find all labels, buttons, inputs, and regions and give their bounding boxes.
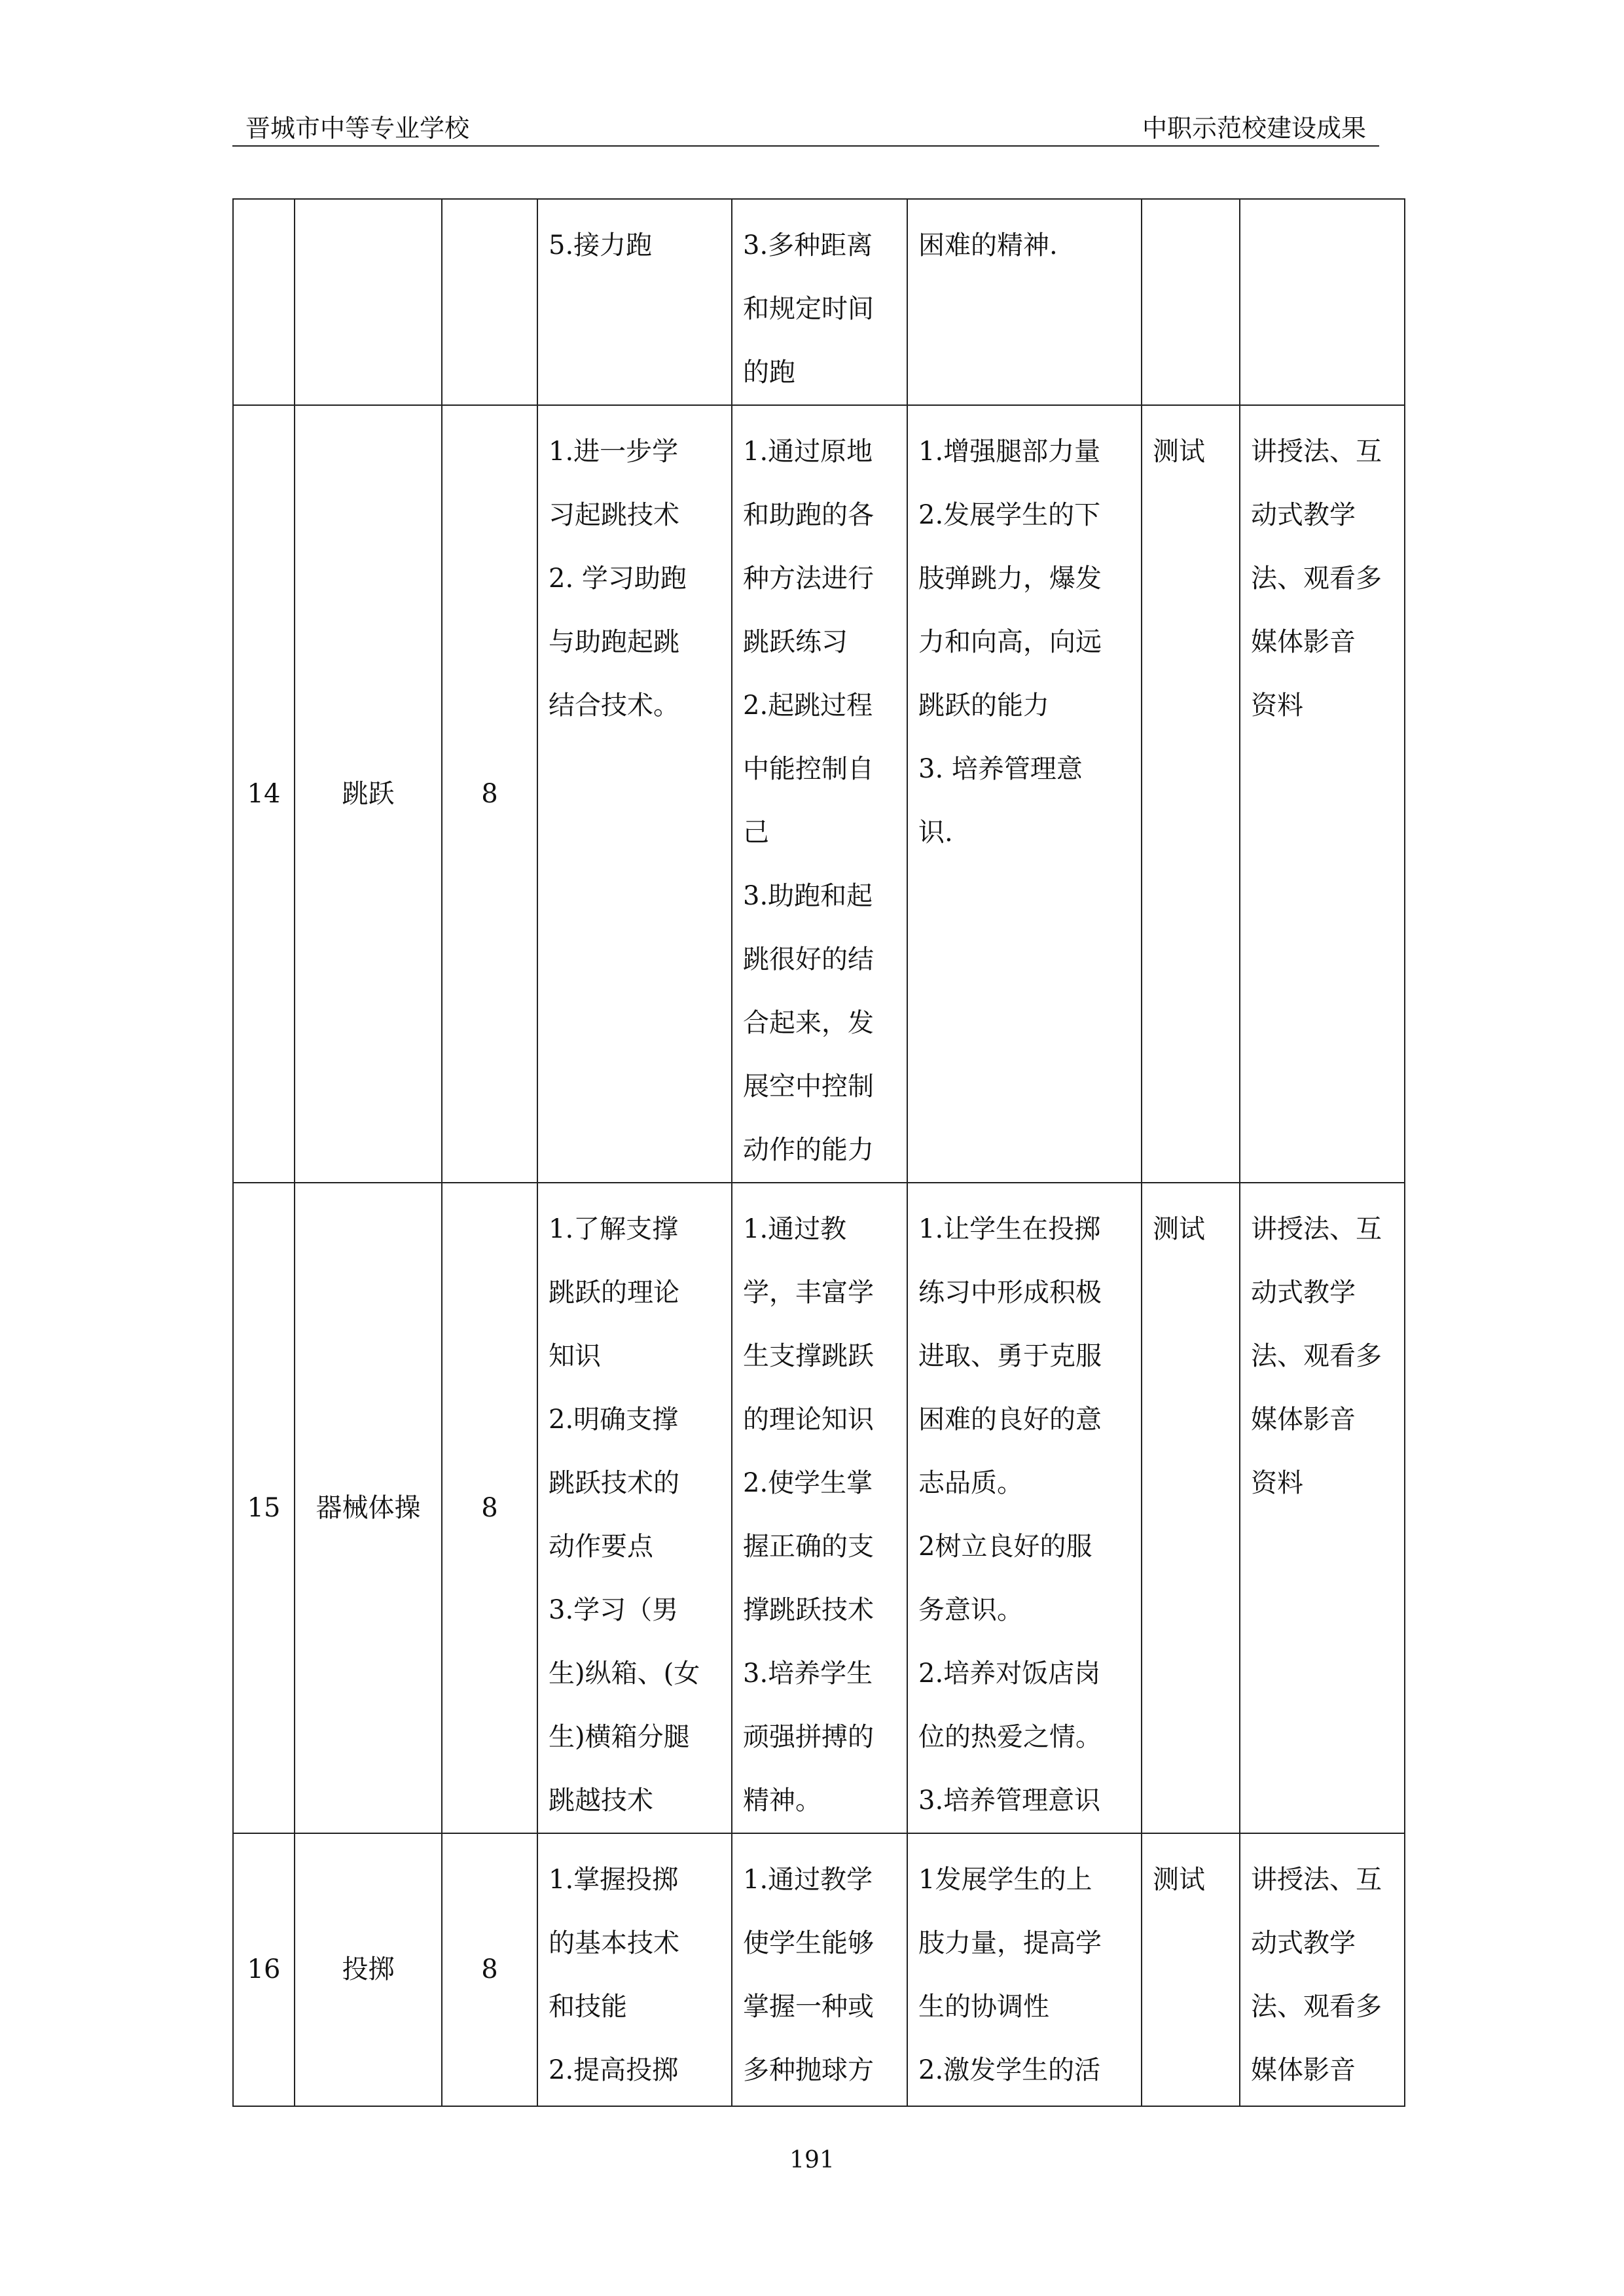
method-cell [1240,1183,1405,1833]
requirements-cell [732,405,907,1183]
cell-line: 3.学习（男 [549,1595,679,1625]
hours-cell: 8 [442,1833,537,2106]
cell-line: 讲授法、互 [1251,1214,1382,1244]
cell-line: 撑跳跃技术 [743,1595,874,1625]
method-cell [1240,1833,1405,2106]
cell-line: 2.激发学生的活 [918,2055,1101,2085]
goals-cell [907,199,1142,405]
row-number-cell: 14 [233,405,295,1183]
course-table [232,198,1405,2107]
row-number-cell: 16 [233,1833,295,2106]
cell-line: 的基本技术 [549,1928,679,1958]
assessment-cell [1142,1183,1240,1833]
requirements-cell [732,1183,907,1833]
cell-line: 动式教学 [1251,1278,1356,1308]
cell-line: 1.掌握投掷 [549,1865,679,1895]
table-row [233,1833,1405,2106]
cell-line: 与助跑起跳 [549,627,679,657]
cell-line: 使学生能够 [743,1928,874,1958]
cell-line: 媒体影音 [1251,2055,1356,2085]
cell-line: 种方法进行 [743,564,874,594]
cell-line: 知识 [549,1341,601,1371]
cell-line: 1发展学生的上 [918,1865,1092,1895]
cell-line: 力和向高，向远 [918,627,1102,657]
cell-line: 务意识。 [918,1595,1023,1625]
content-cell [537,199,732,405]
cell-line: 媒体影音 [1251,1405,1356,1435]
assessment-cell [1142,1833,1240,2106]
cell-line: 困难的良好的意 [918,1405,1102,1435]
cell-line: 的理论知识 [743,1405,874,1435]
table-body [233,199,1405,2106]
cell-line: 和规定时间 [743,294,874,324]
cell-line: 资料 [1251,691,1303,721]
cell-line: 3.培养学生 [743,1659,873,1689]
cell-line: 法、观看多 [1251,1992,1382,2022]
cell-line: 合起来，发 [743,1008,874,1038]
cell-line: 展空中控制 [743,1071,874,1102]
cell-line: 和助跑的各 [743,500,874,530]
cell-line: 肢力量，提高学 [918,1928,1102,1958]
project-title: 中职示范校建设成果 [1142,114,1366,143]
cell-line: 2.使学生掌 [743,1468,873,1498]
cell-line: 掌握一种或 [743,1992,874,2022]
cell-line: 讲授法、互 [1251,437,1382,467]
cell-line: 跳越技术 [549,1785,653,1816]
cell-line: 1.进一步学 [549,437,679,467]
cell-line: 志品质。 [918,1468,1023,1498]
cell-line: 跳跃技术的 [549,1468,679,1498]
cell-line: 测试 [1153,437,1205,467]
cell-line: 困难的精神. [918,230,1058,260]
hours-cell: 8 [442,1183,537,1833]
cell-line: 法、观看多 [1251,564,1382,594]
cell-line: 中能控制自 [743,754,874,784]
cell-line: 位的热爱之情。 [918,1722,1102,1752]
row-number-cell: 15 [233,1183,295,1833]
course-name-cell: 投掷 [295,1833,442,2106]
cell-line: 1.通过教学 [743,1865,873,1895]
cell-line: 2.提高投掷 [549,2055,679,2085]
cell-line: 和技能 [549,1992,627,2022]
table-row [233,405,1405,1183]
cell-line: 识. [918,817,953,848]
goals-cell [907,1833,1142,2106]
cell-line: 精神。 [743,1785,821,1816]
hours-cell: 8 [442,405,537,1183]
cell-line: 生)横箱分腿 [549,1722,690,1752]
cell-line: 动式教学 [1251,1928,1356,1958]
assessment-cell [1142,199,1240,405]
cell-line: 3.助跑和起 [743,881,873,911]
table-row [233,1183,1405,1833]
method-cell [1240,405,1405,1183]
cell-line: 2.明确支撑 [549,1405,679,1435]
cell-line: 生的协调性 [918,1992,1049,2022]
cell-line: 2.起跳过程 [743,691,873,721]
cell-line: 1.增强腿部力量 [918,437,1101,467]
cell-line: 握正确的支 [743,1532,874,1562]
cell-line: 讲授法、互 [1251,1865,1382,1895]
cell-line: 的跑 [743,357,795,387]
cell-line: 5.接力跑 [549,230,653,260]
method-cell [1240,199,1405,405]
table-row [233,199,1405,405]
content-cell [537,1183,732,1833]
assessment-cell [1142,405,1240,1183]
course-name-cell [295,199,442,405]
cell-line: 资料 [1251,1468,1303,1498]
cell-line: 生)纵箱、(女 [549,1659,700,1689]
school-name: 晋城市中等专业学校 [245,114,470,143]
page-header [232,113,1379,147]
cell-line: 进取、勇于克服 [918,1341,1102,1371]
cell-line: 2树立良好的服 [918,1532,1092,1562]
goals-cell [907,405,1142,1183]
cell-line: 结合技术。 [549,691,679,721]
cell-line: 3. 培养管理意 [918,754,1083,784]
cell-line: 多种抛球方 [743,2055,874,2085]
cell-line: 跳跃练习 [743,627,848,657]
cell-line: 动作要点 [549,1532,653,1562]
cell-line: 1.了解支撑 [549,1214,679,1244]
cell-line: 1.让学生在投掷 [918,1214,1101,1244]
cell-line: 练习中形成积极 [918,1278,1102,1308]
cell-line: 生支撑跳跃 [743,1341,874,1371]
cell-line: 己 [743,817,769,848]
page-number: 191 [789,2147,835,2174]
cell-line: 测试 [1153,1865,1205,1895]
cell-line: 跳跃的能力 [918,691,1049,721]
cell-line: 3.培养管理意识 [918,1785,1101,1816]
row-number-cell [233,199,295,405]
cell-line: 动式教学 [1251,500,1356,530]
content-cell [537,1833,732,2106]
cell-line: 2. 学习助跑 [549,564,687,594]
cell-line: 1.通过教 [743,1214,847,1244]
cell-line: 1.通过原地 [743,437,873,467]
cell-line: 跳很好的结 [743,944,874,975]
cell-line: 跳跃的理论 [549,1278,679,1308]
cell-line: 顽强拼搏的 [743,1722,874,1752]
goals-cell [907,1183,1142,1833]
course-name-cell: 跳跃 [295,405,442,1183]
cell-line: 2.培养对饭店岗 [918,1659,1101,1689]
requirements-cell [732,1833,907,2106]
cell-line: 测试 [1153,1214,1205,1244]
requirements-cell [732,199,907,405]
cell-line: 学，丰富学 [743,1278,874,1308]
cell-line: 肢弹跳力，爆发 [918,564,1102,594]
cell-line: 法、观看多 [1251,1341,1382,1371]
cell-line: 习起跳技术 [549,500,679,530]
cell-line: 3.多种距离 [743,230,873,260]
content-cell [537,405,732,1183]
course-name-cell: 器械体操 [295,1183,442,1833]
cell-line: 媒体影音 [1251,627,1356,657]
cell-line: 动作的能力 [743,1135,874,1165]
hours-cell [442,199,537,405]
cell-line: 2.发展学生的下 [918,500,1101,530]
